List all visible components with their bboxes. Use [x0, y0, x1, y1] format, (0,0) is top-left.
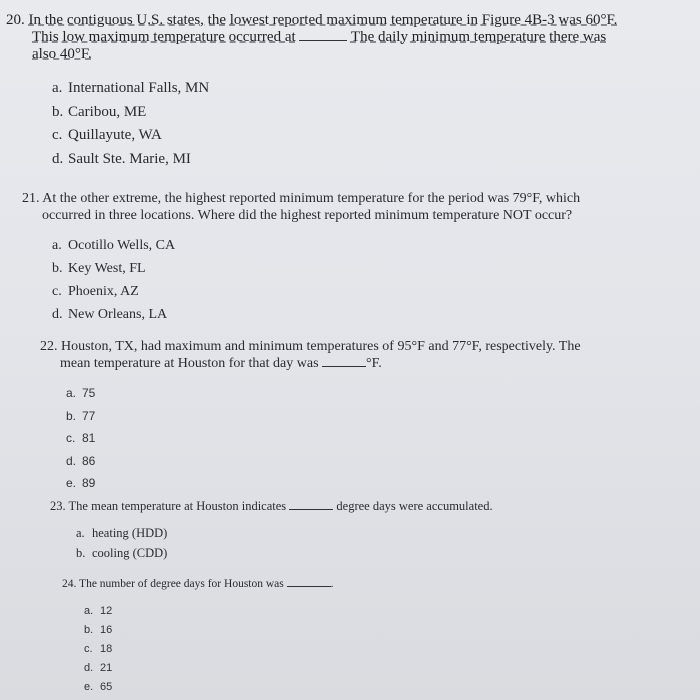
option-b[interactable]: [84, 621, 622, 640]
option-text: 77: [82, 408, 96, 423]
question-20-line-1: In the contiguous U.S. states, the lowest reported maximum temperature in Figure 4B-3 was 60°F.: [28, 12, 618, 28]
answer-blank: [289, 509, 333, 510]
option-text: 86: [82, 453, 96, 468]
option-key: a.: [52, 238, 62, 253]
option-text: cooling (CDD): [92, 546, 168, 560]
option-e[interactable]: [66, 472, 650, 495]
question-number: 20.: [6, 12, 25, 28]
option-key: c.: [84, 643, 93, 655]
question-24-options: [84, 602, 622, 697]
question-23-line-1b: degree days were accumulated.: [336, 499, 493, 513]
option-a[interactable]: [66, 382, 650, 405]
question-24-text: [62, 576, 622, 593]
option-d[interactable]: [52, 303, 662, 326]
question-23-line-1a: The mean temperature at Houston indicates: [68, 499, 287, 513]
option-text: 21: [100, 662, 113, 674]
question-22-line-1: Houston, TX, had maximum and minimum temperatures of 95°F and 77°F, respectively. The: [61, 339, 581, 354]
option-text: Ocotillo Wells, CA: [68, 238, 176, 253]
option-key: d.: [52, 307, 63, 322]
option-key: d.: [84, 662, 94, 674]
option-a[interactable]: [76, 523, 650, 543]
option-text: 75: [82, 386, 96, 400]
answer-blank: [287, 586, 331, 587]
option-text: International Falls, MN: [68, 80, 210, 96]
option-key: b.: [66, 408, 77, 423]
option-text: 16: [100, 624, 113, 636]
option-key: b.: [52, 103, 64, 120]
option-b[interactable]: [66, 405, 650, 428]
option-text: 81: [82, 431, 96, 445]
option-b[interactable]: [52, 101, 686, 125]
question-20-line-3: also 40°F.: [32, 46, 92, 62]
option-text: Sault Ste. Marie, MI: [68, 150, 191, 167]
option-b[interactable]: [52, 257, 662, 280]
option-a[interactable]: [52, 77, 686, 101]
option-a[interactable]: [52, 234, 662, 257]
question-22-text: [40, 338, 650, 372]
option-key: e.: [66, 476, 77, 490]
option-text: Quillayute, WA: [68, 127, 162, 143]
question-24: [62, 576, 622, 697]
question-22: [40, 338, 650, 495]
question-20-line-2a: This low maximum temperature occurred at: [32, 29, 296, 45]
option-key: d.: [52, 150, 64, 167]
option-key: b.: [76, 546, 86, 560]
option-e[interactable]: [84, 678, 622, 697]
question-number: 21.: [22, 191, 40, 206]
option-text: Key West, FL: [68, 261, 146, 276]
option-d[interactable]: [66, 450, 650, 473]
question-20-text: [6, 12, 686, 63]
option-key: d.: [66, 453, 77, 468]
question-21-text: [22, 190, 662, 224]
question-20: [6, 12, 686, 171]
option-text: 18: [100, 643, 113, 655]
question-number: 23.: [50, 499, 66, 513]
option-key: a.: [84, 605, 94, 617]
option-c[interactable]: [52, 280, 662, 303]
option-key: a.: [52, 80, 63, 96]
option-key: c.: [52, 127, 63, 143]
answer-blank: [299, 40, 347, 41]
option-key: e.: [84, 681, 94, 693]
question-21-options: [52, 234, 662, 326]
question-number: 22.: [40, 339, 58, 354]
option-text: Caribou, ME: [68, 103, 147, 120]
option-key: c.: [66, 431, 76, 445]
answer-blank: [322, 366, 366, 367]
option-c[interactable]: [52, 124, 686, 148]
option-text: heating (HDD): [92, 526, 168, 540]
question-20-line-2b: The daily minimum temperature there was: [350, 29, 607, 45]
question-22-line-2a: mean temperature at Houston for that day was: [60, 356, 319, 371]
option-c[interactable]: [66, 427, 650, 450]
option-d[interactable]: [52, 148, 686, 172]
option-text: 89: [82, 476, 96, 490]
option-key: c.: [52, 284, 62, 299]
option-c[interactable]: [84, 640, 622, 659]
question-23-options: [76, 523, 650, 563]
option-text: 12: [100, 605, 113, 617]
option-key: a.: [76, 526, 85, 540]
question-21: [22, 190, 662, 326]
question-21-line-1: At the other extreme, the highest reported minimum temperature for the period was 79°F, which: [42, 191, 581, 206]
question-20-options: [52, 77, 686, 171]
option-b[interactable]: [76, 543, 650, 563]
question-22-options: [66, 382, 650, 495]
question-23: [50, 498, 650, 563]
option-key: b.: [52, 261, 63, 276]
question-23-text: [50, 498, 650, 515]
option-d[interactable]: [84, 659, 622, 678]
question-24-line-1a: The number of degree days for Houston was: [79, 578, 284, 590]
option-key: a.: [66, 386, 77, 400]
question-number: 24.: [62, 578, 77, 590]
question-24-line-1b: .: [330, 578, 334, 590]
option-text: New Orleans, LA: [68, 307, 168, 322]
option-text: 65: [100, 681, 113, 693]
option-key: b.: [84, 624, 94, 636]
question-21-line-2: occurred in three locations. Where did the highest reported minimum temperature NOT occur?: [42, 208, 573, 223]
option-text: Phoenix, AZ: [68, 284, 139, 299]
question-22-line-2b: °F.: [366, 356, 382, 371]
option-a[interactable]: [84, 602, 622, 621]
